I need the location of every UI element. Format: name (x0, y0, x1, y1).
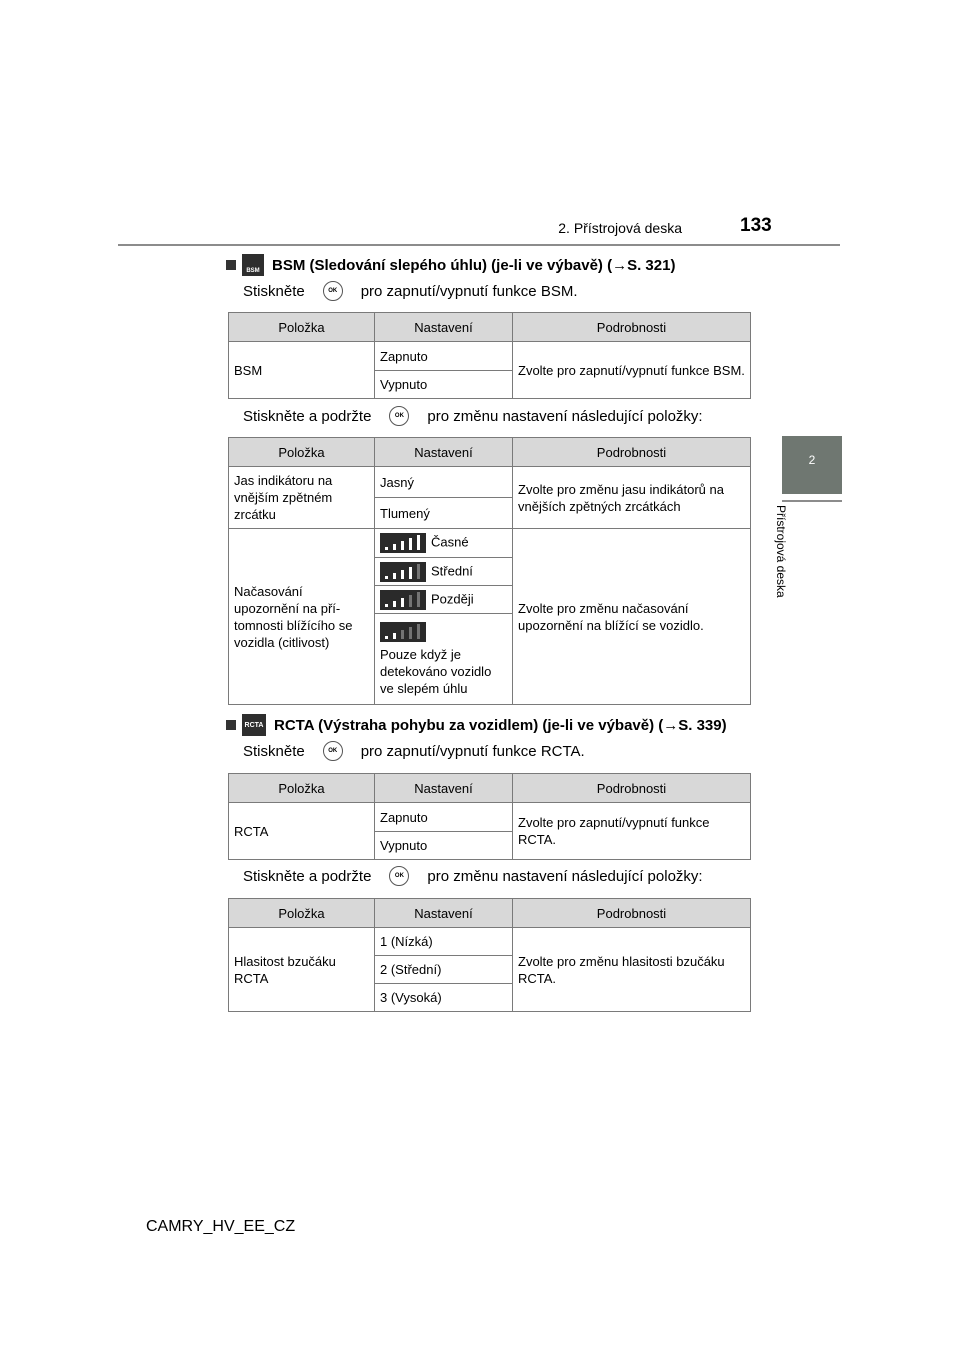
bsm-heading (226, 254, 675, 276)
column-header: Nastavení (375, 899, 513, 928)
chapter-number: 2 (808, 453, 816, 467)
sensitivity-level-icon (380, 622, 426, 642)
page-number: 133 (740, 215, 772, 236)
sensitivity-bar (401, 630, 404, 639)
column-header: Nastavení (375, 438, 513, 467)
setting-cell: Zapnuto (375, 803, 513, 832)
rcta-settings-table (228, 898, 751, 1012)
chapter-tab (782, 436, 842, 494)
sensitivity-bar (393, 573, 396, 579)
setting-cell: Střední (375, 558, 513, 586)
bsm-settings-table (228, 437, 751, 705)
column-header: Položka (229, 438, 375, 467)
sensitivity-bar (385, 636, 388, 639)
setting-cell: Pouze když je detekováno vozidlo ve slepém úhlu (375, 614, 513, 705)
column-header: Nastavení (375, 774, 513, 803)
document-code: CAMRY_HV_EE_CZ (146, 1218, 296, 1235)
sensitivity-bar (409, 538, 412, 550)
bsm-press-instruction: Stiskněte OK pro zapnutí/vypnutí funkce BSM. (243, 282, 578, 300)
bullet-square-icon (226, 260, 236, 270)
item-cell: Hlasitost bzučáku RCTA (229, 928, 375, 1012)
setting-cell: Později (375, 586, 513, 614)
details-cell: Zvolte pro zapnutí/vypnutí funkce BSM. (513, 342, 751, 399)
ok-button-icon: OK (389, 866, 409, 886)
sensitivity-level-icon (380, 562, 426, 582)
bsm-toggle-table (228, 312, 751, 399)
column-header: Položka (229, 313, 375, 342)
sensitivity-bar (409, 627, 412, 639)
table-row (229, 803, 751, 832)
sensitivity-bar (417, 535, 420, 550)
setting-cell: Jasný (375, 467, 513, 498)
side-divider (782, 500, 842, 502)
sensitivity-level-icon (380, 590, 426, 610)
setting-cell: Vypnuto (375, 832, 513, 860)
details-cell: Zvolte pro změnu jasu indikátorů na vnějších zpětných zrcátkách (513, 467, 751, 529)
item-cell: BSM (229, 342, 375, 399)
rcta-icon: RCTA (242, 714, 266, 736)
sensitivity-bar (417, 564, 420, 579)
rcta-heading-text: RCTA (Výstraha pohybu za vozidlem) (je-li ve výbavě) (→S. 339) (274, 716, 727, 734)
setting-cell: 2 (Střední) (375, 956, 513, 984)
setting-cell: Časné (375, 529, 513, 558)
setting-cell: Vypnuto (375, 371, 513, 399)
table-row (229, 529, 751, 558)
header-divider (118, 244, 840, 246)
sensitivity-bar (393, 601, 396, 607)
setting-cell: 3 (Vysoká) (375, 984, 513, 1012)
sensitivity-bar (393, 544, 396, 550)
rcta-heading (226, 714, 727, 736)
sensitivity-bar (393, 633, 396, 639)
sensitivity-bar (409, 595, 412, 607)
sensitivity-bar (385, 576, 388, 579)
sensitivity-bar (401, 598, 404, 607)
item-cell: Načasování upozornění na pří-tomnosti blížícího se vozidla (citlivost) (229, 529, 375, 705)
rcta-press-instruction: Stiskněte OK pro zapnutí/vypnutí funkce RCTA. (243, 742, 585, 760)
bsm-hold-instruction: Stiskněte a podržte OK pro změnu nastavení následující položky: (243, 407, 703, 425)
chapter-label-wrap (774, 505, 806, 617)
table-row (229, 342, 751, 371)
column-header: Položka (229, 774, 375, 803)
sensitivity-bar (409, 567, 412, 579)
sensitivity-bar (417, 592, 420, 607)
table-header-row (229, 899, 751, 928)
item-cell: RCTA (229, 803, 375, 860)
bsm-icon: BSM (242, 254, 264, 276)
sensitivity-bar (417, 624, 420, 639)
item-cell: Jas indikátoru na vnějším zpětném zrcátku (229, 467, 375, 529)
rcta-hold-instruction: Stiskněte a podržte OK pro změnu nastavení následující položky: (243, 867, 703, 885)
setting-cell: 1 (Nízká) (375, 928, 513, 956)
details-cell: Zvolte pro zapnutí/vypnutí funkce RCTA. (513, 803, 751, 860)
table-header-row (229, 313, 751, 342)
setting-cell: Zapnuto (375, 342, 513, 371)
sensitivity-bar (401, 570, 404, 579)
sensitivity-bar (385, 604, 388, 607)
header-section-title: 2. Přístrojová deska (558, 220, 682, 236)
sensitivity-bar (385, 547, 388, 550)
bullet-square-icon (226, 720, 236, 730)
setting-cell: Tlumený (375, 498, 513, 529)
rcta-toggle-table (228, 773, 751, 860)
column-header: Podrobnosti (513, 774, 751, 803)
bsm-heading-text: BSM (Sledování slepého úhlu) (je-li ve výbavě) (→S. 321) (272, 256, 676, 274)
details-cell: Zvolte pro změnu hlasitosti bzučáku RCTA. (513, 928, 751, 1012)
table-header-row (229, 438, 751, 467)
sensitivity-bar (401, 541, 404, 550)
column-header: Položka (229, 899, 375, 928)
table-row (229, 467, 751, 498)
column-header: Podrobnosti (513, 313, 751, 342)
chapter-label: Přístrojová deska (774, 505, 788, 598)
ok-button-icon: OK (323, 281, 343, 301)
table-row (229, 928, 751, 956)
ok-button-icon: OK (389, 406, 409, 426)
column-header: Podrobnosti (513, 899, 751, 928)
details-cell: Zvolte pro změnu načasování upozornění na blížící se vozidlo. (513, 529, 751, 705)
table-header-row (229, 774, 751, 803)
column-header: Nastavení (375, 313, 513, 342)
ok-button-icon: OK (323, 741, 343, 761)
sensitivity-level-icon (380, 533, 426, 553)
column-header: Podrobnosti (513, 438, 751, 467)
